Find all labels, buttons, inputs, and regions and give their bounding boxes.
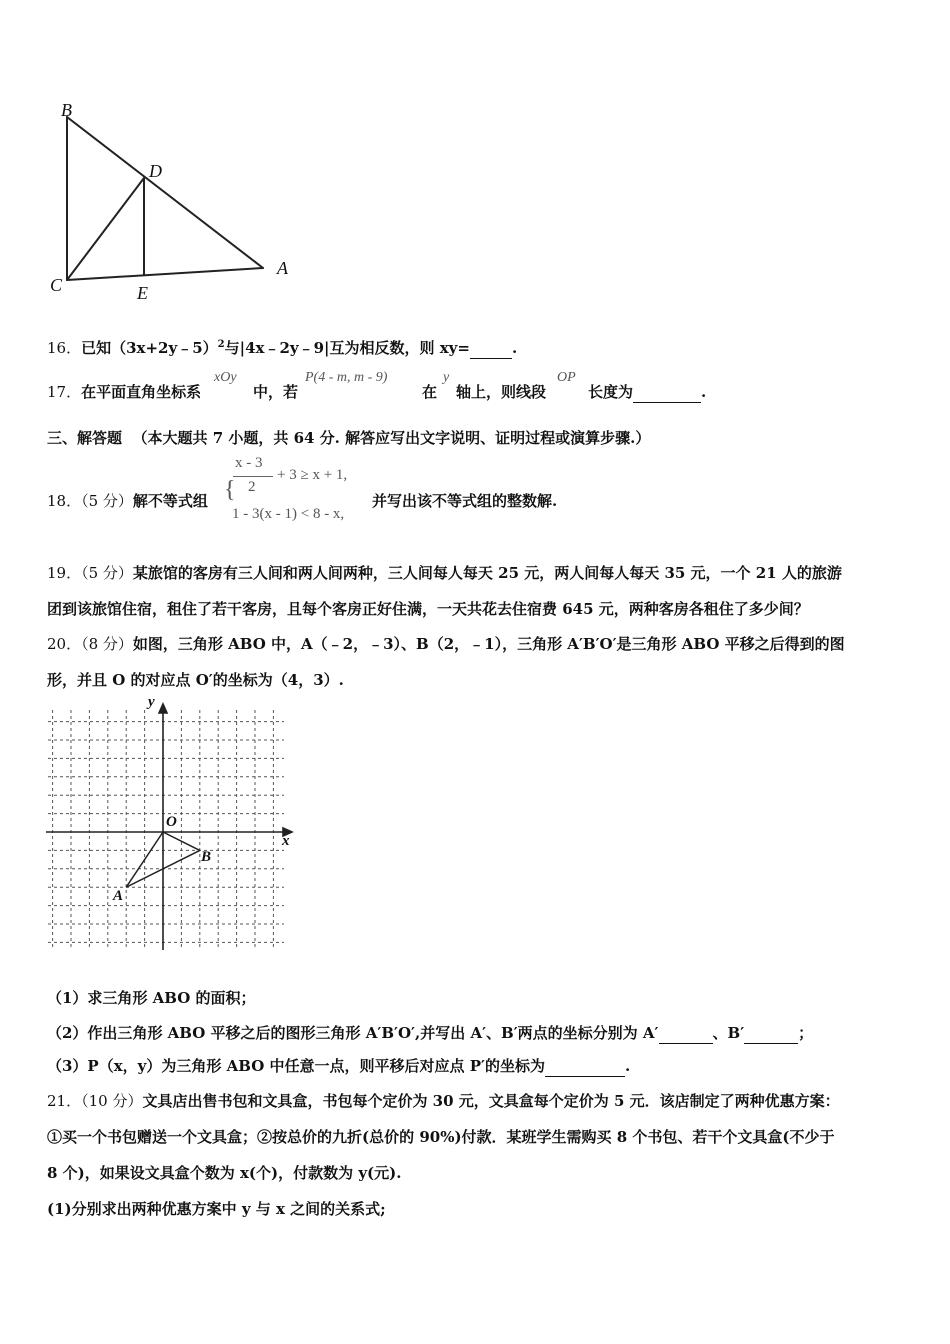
fraction-numerator: x - 3 <box>235 455 263 471</box>
graph-label-A: A <box>113 888 124 904</box>
label-D: D <box>149 161 162 181</box>
question-21-line1: 21．（10 分）文具店出售书包和文具盒，书包每个定价为 30 元，文具盒每个定价为 5 元．该店制定了两种优惠方案： <box>47 1092 840 1110</box>
question-19-line2: 团到该旅馆住宿，租住了若干客房，且每个客房正好住满，一天共花去住宿费 645 元，两种客房各租住了多少间？ <box>47 600 809 618</box>
question-21-line2: ①买一个书包赠送一个文具盒；②按总价的九折(总价的 90%)付款．某班学生需购买 8 个书包、若干个文具盒(不少于 <box>47 1128 835 1146</box>
label-C: C <box>50 275 63 295</box>
question-20-line2: 形，并且 O 的对应点 O′的坐标为（4，3）. <box>47 671 344 689</box>
system-brace: { <box>224 477 236 503</box>
question-20-sub2: （2）作出三角形 ABO 平移之后的图形三角形 A′B′O′,并写出 A′、B′两点的坐标分别为 A′ 、B′ ； <box>47 1024 814 1042</box>
label-E: E <box>137 283 148 303</box>
answer-blank[interactable] <box>633 382 701 403</box>
question-21-line3: 8 个)，如果设文具盒个数为 x(个)，付款数为 y(元). <box>47 1164 402 1182</box>
answer-blank-b-prime[interactable] <box>744 1023 798 1044</box>
graph-label-x: x <box>282 833 290 849</box>
answer-blank-p-prime[interactable] <box>545 1056 625 1077</box>
inequality-1-rest: + 3 ≥ x + 1, <box>277 467 348 483</box>
question-18-b: 并写出该不等式组的整数解. <box>372 492 558 510</box>
question-21-sub1: (1)分别求出两种优惠方案中 y 与 x 之间的关系式; <box>47 1200 386 1218</box>
answer-blank[interactable] <box>470 338 512 359</box>
label-B: B <box>61 100 72 120</box>
section-3-header: 三、解答题 （本大题共 7 小题，共 64 分. 解答应写出文字说明、证明过程或演算步骤.） <box>47 429 651 447</box>
question-20-sub3: （3）P（x，y）为三角形 ABO 中任意一点，则平移后对应点 P′的坐标为 . <box>47 1057 631 1075</box>
y-axis-arrow <box>159 704 167 713</box>
question-20-sub1: （1）求三角形 ABO 的面积； <box>47 989 256 1007</box>
question-17-d: 轴上，则线段 <box>456 383 547 401</box>
triangle-side-BO <box>163 832 200 850</box>
graph-label-B: B <box>201 849 212 865</box>
math-point-p: P(4 - m, m - 9) <box>305 370 388 385</box>
answer-blank-a-prime[interactable] <box>659 1023 713 1044</box>
question-17: 17．在平面直角坐标系 <box>47 383 202 401</box>
label-A: A <box>277 258 288 278</box>
math-y-axis: y <box>443 370 450 385</box>
fraction-denominator: 2 <box>248 479 256 495</box>
question-18: 18．（5 分）解不等式组 <box>47 492 208 510</box>
graph-label-y: y <box>148 694 155 710</box>
triangle-figure <box>40 95 310 305</box>
question-16: 16．已知（3x+2y﹣5）$^2$与|4x﹣2y﹣9|互为相反数，则 xy= . <box>47 339 518 357</box>
graph-label-O: O <box>166 814 177 830</box>
question-17-b: 中，若 <box>253 383 299 401</box>
question-20-line1: 20．（8 分）如图，三角形 ABO 中，A（﹣2，﹣3）、B（2，﹣1），三角形 A′B′O′是三角形 ABO 平移之后得到的图 <box>47 635 845 653</box>
question-17-e: 长度为 . <box>588 383 707 401</box>
fraction-bar <box>233 476 273 477</box>
inequality-2: 1 - 3(x - 1) < 8 - x, <box>232 506 345 522</box>
math-op: OP <box>557 370 576 385</box>
segment-CD <box>67 178 144 280</box>
segment-CA <box>67 268 263 280</box>
question-17-c: 在 <box>422 383 438 401</box>
math-xoy: xOy <box>214 370 237 385</box>
segment-BA <box>67 117 263 268</box>
question-19-line1: 19．（5 分）某旅馆的客房有三人间和两人间两种，三人间每人每天 25 元，两人间每人每天 35 元，一个 21 人的旅游 <box>47 564 842 582</box>
